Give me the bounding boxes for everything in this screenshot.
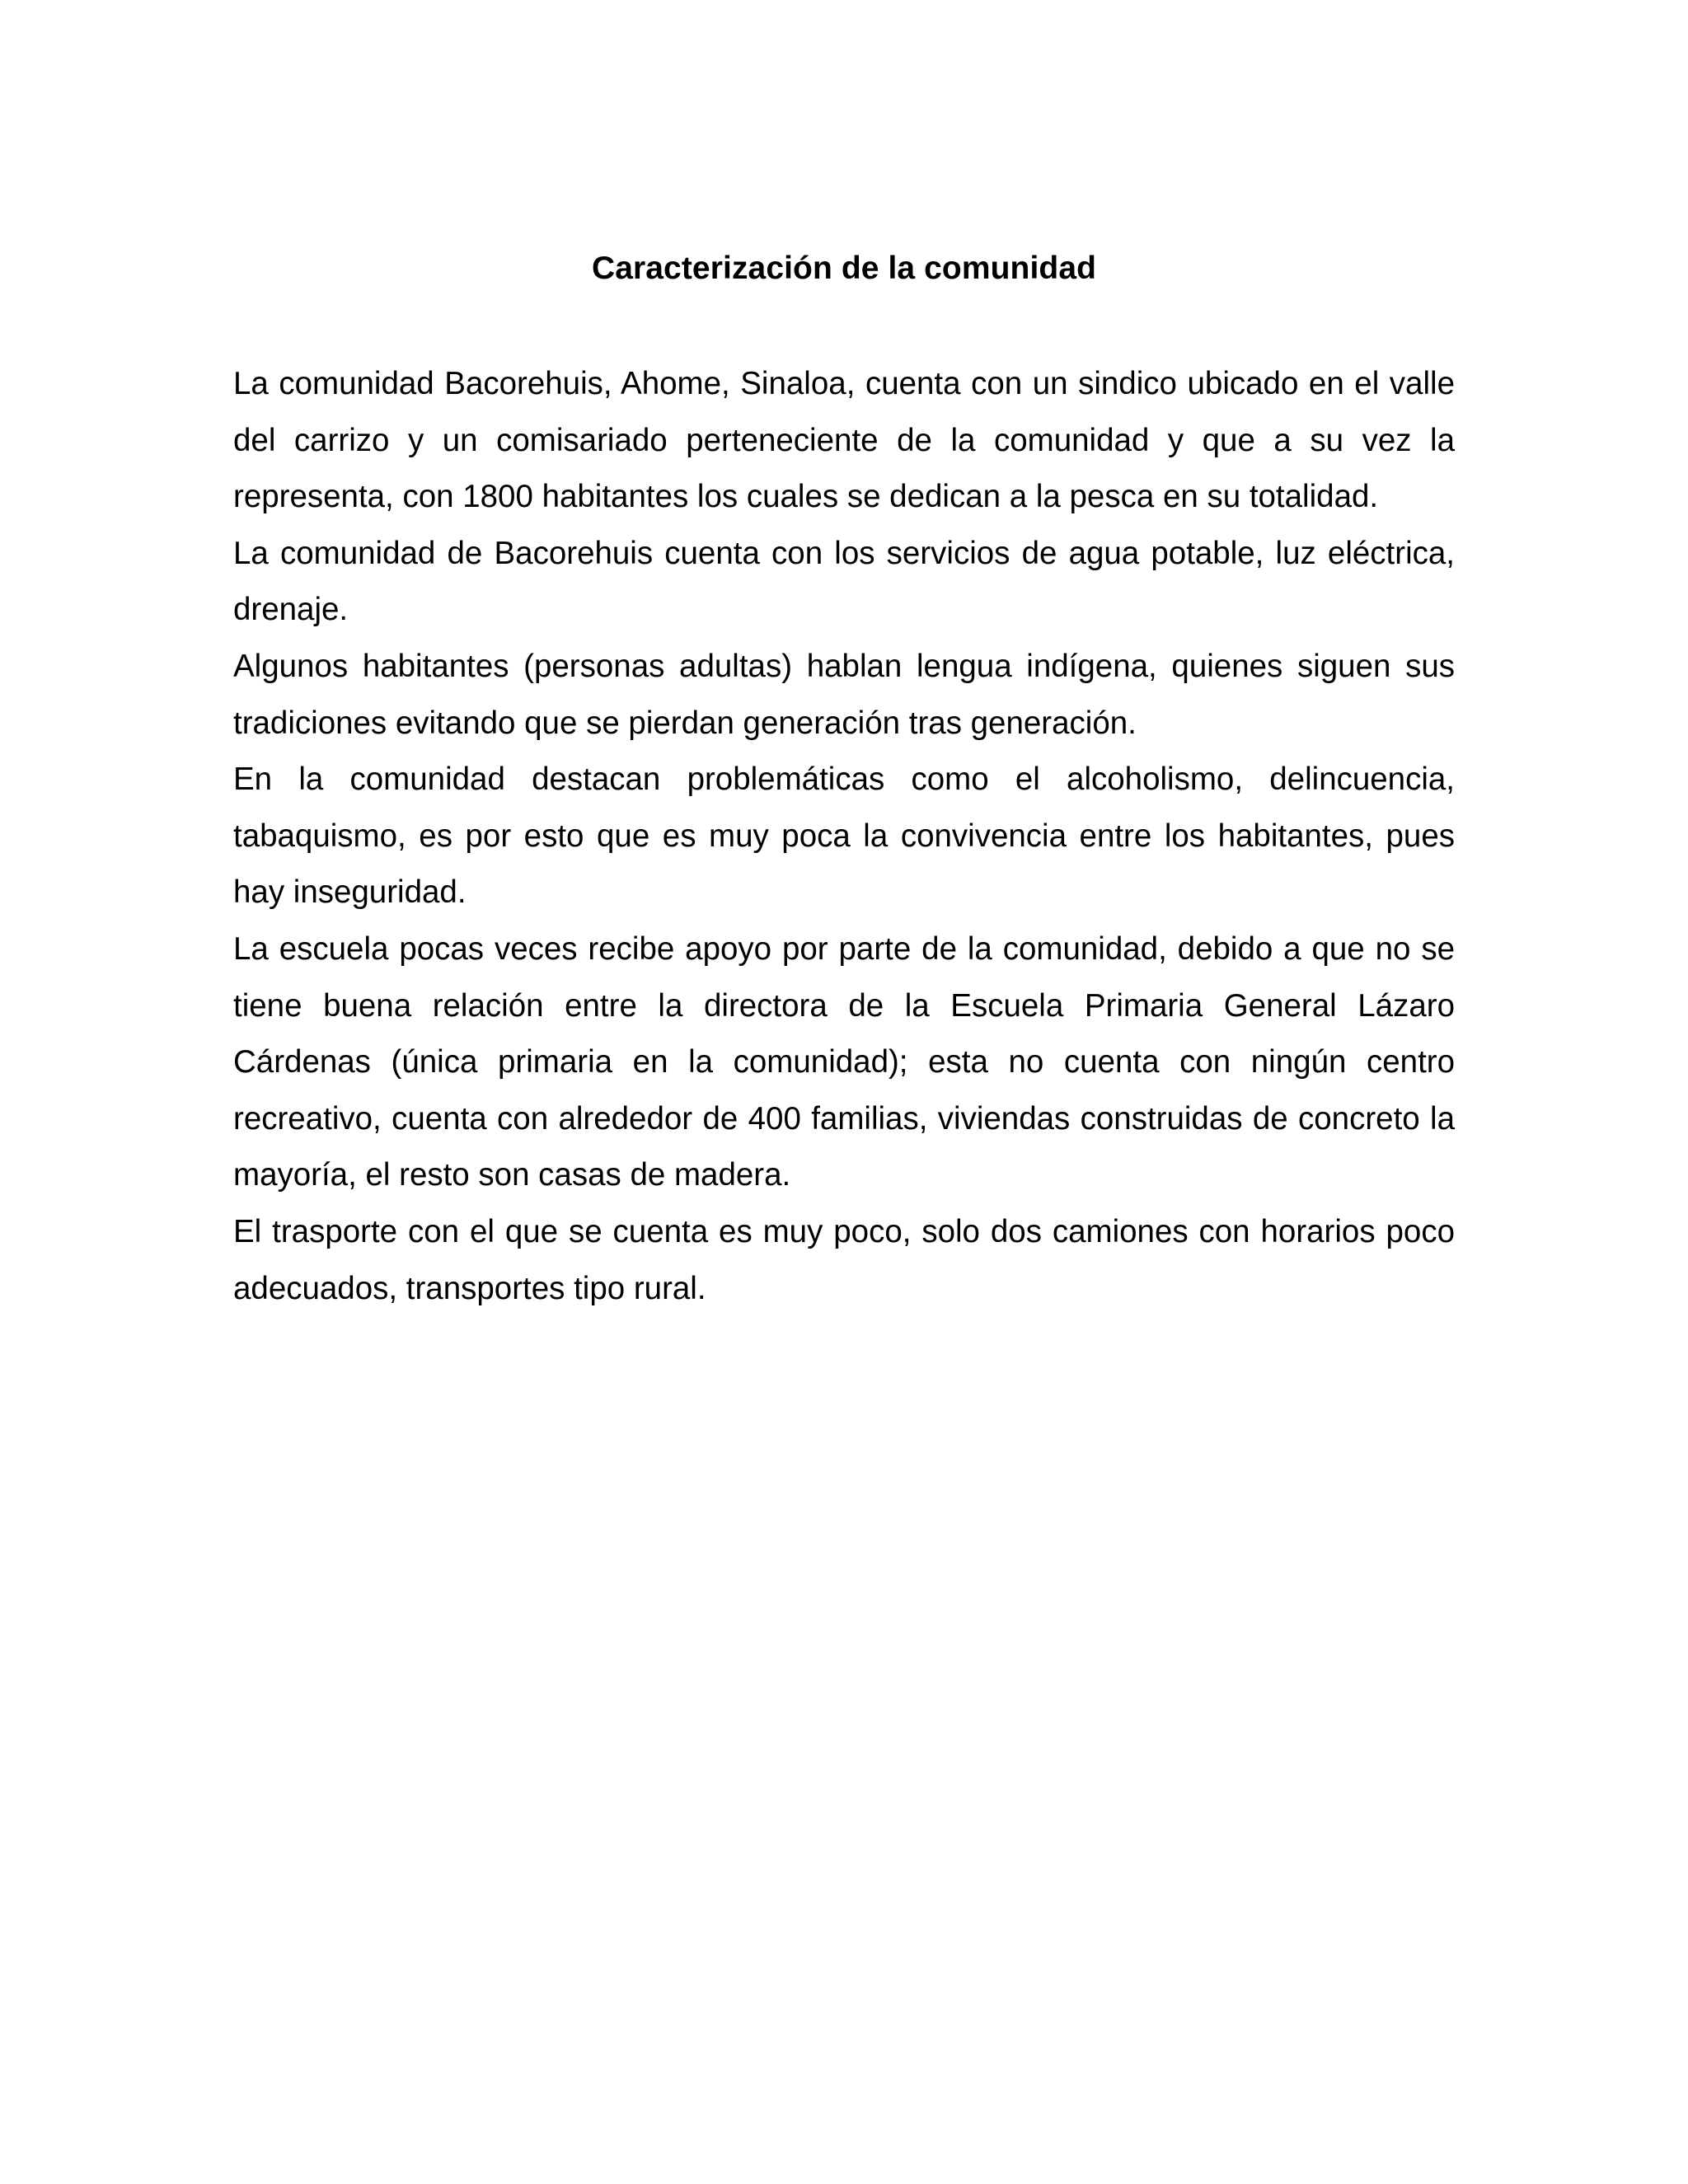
paragraph-problems: En la comunidad destacan problemáticas como el alcoholismo, delincuencia, tabaquismo, es por esto que es muy poca la convivencia entre los habitantes, pues hay inseguridad. (233, 762, 1455, 911)
paragraph-community-overview: La comunidad Bacorehuis, Ahome, Sinaloa, cuenta con un sindico ubicado en el valle del carrizo y un comisariado perteneciente de la comunidad y que a su vez la representa, con 1800 habitantes los cuales se dedican a la pesca en su totalidad. (233, 366, 1455, 515)
document-body (233, 356, 1455, 1317)
paragraph-services: La comunidad de Bacorehuis cuenta con los servicios de agua potable, luz eléctrica, drenaje. (233, 535, 1455, 628)
paragraph-transport: El trasporte con el que se cuenta es muy poco, solo dos camiones con horarios poco adecuados, transportes tipo rural. (233, 1213, 1455, 1306)
page-title: Caracterización de la comunidad (591, 251, 1097, 286)
paragraph-indigenous-language: Algunos habitantes (personas adultas) hablan lengua indígena, quienes siguen sus tradiciones evitando que se pierdan generación tras generación. (233, 648, 1455, 741)
paragraph-school: La escuela pocas veces recibe apoyo por parte de la comunidad, debido a que no se tiene buena relación entre la directora de la Escuela Primaria General Lázaro Cárdenas (única primaria en la comunidad); esta no cuenta con ningún centro recreativo, cuenta con alrededor de 400 familias, viviendas construidas de concreto la mayoría, el resto son casas de madera. (233, 930, 1455, 1193)
